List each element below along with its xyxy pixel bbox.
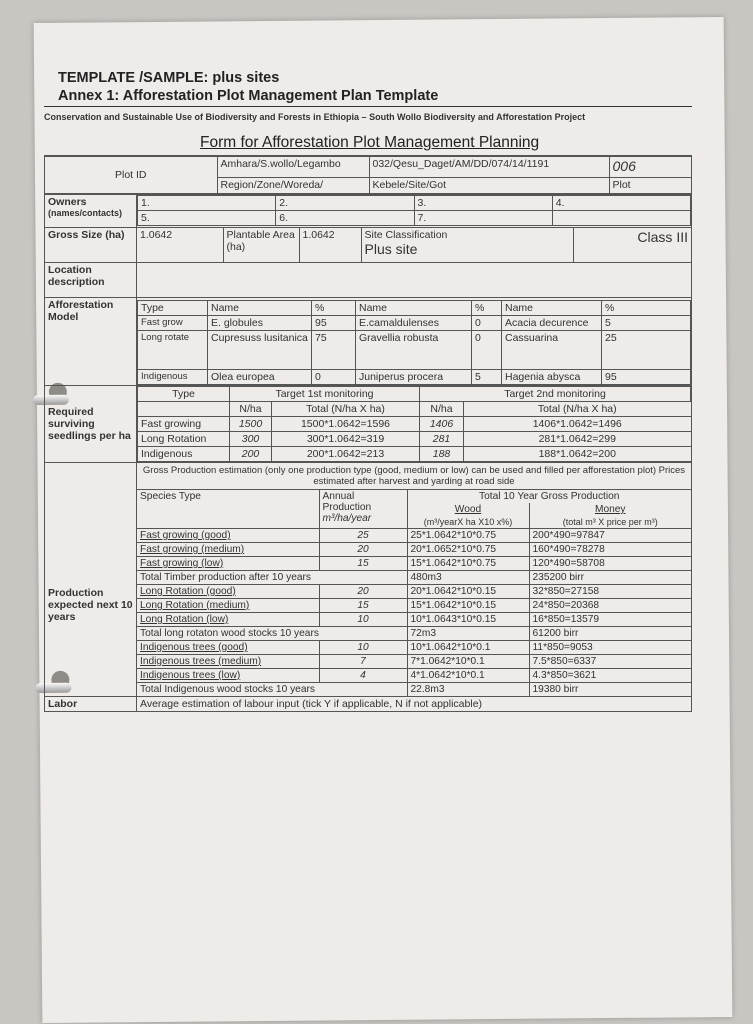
template-title: TEMPLATE /SAMPLE: plus sites xyxy=(58,70,280,86)
model-header-pct: % xyxy=(472,301,502,316)
model-type: Long rotate xyxy=(138,331,208,370)
labor-text: Average estimation of labour input (tick Y if applicable, N if not applicable) xyxy=(137,697,692,712)
production-total xyxy=(137,683,691,697)
model-header-pct: % xyxy=(312,301,356,316)
species-pct: 0 xyxy=(472,331,502,370)
wood: 20*1.0652*10*0.75 xyxy=(407,543,529,557)
project-title: Conservation and Sustainable Use of Biodiversity and Forests in Ethiopia – South Wollo Biodiversity and Afforestation Project xyxy=(44,112,586,122)
total-label: Total Indigenous wood stocks 10 years xyxy=(137,683,407,697)
wood: 25*1.0642*10*0.75 xyxy=(407,529,529,543)
species-name: Cassuarina xyxy=(502,331,602,370)
money: 32*850=27158 xyxy=(529,585,691,599)
owner-4: 4. xyxy=(552,196,690,211)
wood: 20*1.0642*10*0.15 xyxy=(407,585,529,599)
gross-size-value: 1.0642 xyxy=(137,228,223,262)
production-item xyxy=(137,543,691,557)
annual: 15 xyxy=(319,557,407,571)
annual: 4 xyxy=(319,669,407,683)
model-header-type: Type xyxy=(138,301,208,316)
species-pct: 75 xyxy=(312,331,356,370)
target-1-header: Target 1st monitoring xyxy=(230,387,420,402)
total-money: 61200 birr xyxy=(529,627,691,641)
money: 24*850=20368 xyxy=(529,599,691,613)
species-name: Hagenia abysca xyxy=(502,370,602,385)
production-note: Gross Production estimation (only one production type (good, medium or low) can be used and filled per afforestation plot) Prices estimated after harvest and yarding at road side xyxy=(142,465,686,487)
model-indigenous-row xyxy=(138,370,691,385)
species-type-header: Species Type xyxy=(137,490,319,504)
site-class-value: Plus site xyxy=(364,241,418,257)
region-value: Amhara/S.wollo/Legambo xyxy=(217,157,369,178)
seedling-type: Indigenous xyxy=(138,447,230,462)
species: Indigenous trees (low) xyxy=(137,669,319,683)
total-wood: 480m3 xyxy=(407,571,529,585)
model-row xyxy=(45,298,692,386)
owner-7: 7. xyxy=(414,211,552,226)
annual: 10 xyxy=(319,613,407,627)
species-pct: 95 xyxy=(312,316,356,331)
species: Long Rotation (medium) xyxy=(137,599,319,613)
money-header: Money xyxy=(529,503,691,516)
species: Long Rotation (good) xyxy=(137,585,319,599)
owner-5: 5. xyxy=(138,211,276,226)
plot-id-row xyxy=(45,156,692,195)
wood-header: Wood xyxy=(407,503,529,516)
money: 11*850=9053 xyxy=(529,641,691,655)
total-label: Total long rotaton wood stocks 10 years xyxy=(137,627,407,641)
annual: 25 xyxy=(319,529,407,543)
production-total xyxy=(137,627,691,641)
region-label: Region/Zone/Woreda/ xyxy=(217,177,369,193)
species-name: Olea europea xyxy=(208,370,312,385)
species-name: E.camaldulenses xyxy=(356,316,472,331)
model-long-row xyxy=(138,331,691,370)
plan-form xyxy=(44,155,692,712)
divider xyxy=(44,106,692,107)
annual-unit: m³/ha/year xyxy=(322,513,372,524)
model-type: Indigenous xyxy=(138,370,208,385)
species-name: Gravellia robusta xyxy=(356,331,472,370)
species-name: Acacia decurence xyxy=(502,316,602,331)
seedling-total: 281*1.0642=299 xyxy=(464,432,691,447)
production-item xyxy=(137,669,691,683)
annex-title: Annex 1: Afforestation Plot Management Plan Template xyxy=(58,88,439,104)
species: Long Rotation (low) xyxy=(137,613,319,627)
seedlings-label: Required surviving seedlings per ha xyxy=(45,386,137,463)
production-row xyxy=(45,463,692,697)
species-pct: 95 xyxy=(602,370,691,385)
production-item xyxy=(137,529,691,543)
form-title: Form for Afforestation Plot Management Planning xyxy=(200,134,540,151)
total-10yr-header: Total 10 Year Gross Production xyxy=(407,490,691,504)
total-money: 235200 birr xyxy=(529,571,691,585)
species-pct: 5 xyxy=(602,316,691,331)
model-header-name: Name xyxy=(208,301,312,316)
plot-id-label: Plot ID xyxy=(45,157,217,194)
seedling-nha: 281 xyxy=(420,432,464,447)
wood: 4*1.0642*10*0.1 xyxy=(407,669,529,683)
species: Fast growing (low) xyxy=(137,557,319,571)
site-class-label: Site Classification xyxy=(364,229,448,241)
model-label: Afforestation Model xyxy=(45,298,137,386)
annual-header: Annual Production xyxy=(322,491,372,513)
seedlings-fast-row xyxy=(138,417,691,432)
seedling-total: 300*1.0642=319 xyxy=(272,432,420,447)
seedling-type: Fast growing xyxy=(138,417,230,432)
species: Fast growing (good) xyxy=(137,529,319,543)
owners-row xyxy=(45,195,692,228)
species-pct: 5 xyxy=(472,370,502,385)
wood: 15*1.0642*10*0.75 xyxy=(407,557,529,571)
production-item xyxy=(137,557,691,571)
class-value: Class III xyxy=(637,229,688,245)
money: 160*490=78278 xyxy=(529,543,691,557)
plot-label: Plot xyxy=(609,177,691,193)
money: 7.5*850=6337 xyxy=(529,655,691,669)
seedling-total: 1406*1.0642=1496 xyxy=(464,417,691,432)
money-unit: (total m³ X price per m³) xyxy=(529,516,691,529)
annual: 20 xyxy=(319,543,407,557)
model-fast-row xyxy=(138,316,691,331)
seedling-nha: 1500 xyxy=(230,417,272,432)
wood: 10*1.0643*10*0.15 xyxy=(407,613,529,627)
seedlings-row xyxy=(45,386,692,463)
money: 16*850=13579 xyxy=(529,613,691,627)
seedling-nha: 300 xyxy=(230,432,272,447)
production-item xyxy=(137,599,691,613)
plantable-area-value: 1.0642 xyxy=(299,228,361,262)
seedling-nha: 200 xyxy=(230,447,272,462)
owner-1: 1. xyxy=(138,196,276,211)
kebele-value: 032/Qesu_Daget/AM/DD/074/14/1191 xyxy=(369,157,609,178)
wood: 10*1.0642*10*0.1 xyxy=(407,641,529,655)
owner-2: 2. xyxy=(276,196,414,211)
gross-size-row xyxy=(45,228,692,263)
owner-3: 3. xyxy=(414,196,552,211)
production-item xyxy=(137,655,691,669)
owners-sublabel: (names/contacts) xyxy=(48,208,123,218)
production-item xyxy=(137,585,691,599)
annual: 15 xyxy=(319,599,407,613)
species-name: E. globules xyxy=(208,316,312,331)
plantable-area-label: Plantable Area (ha) xyxy=(223,228,299,262)
species-pct: 0 xyxy=(472,316,502,331)
location-label: Location description xyxy=(45,263,137,298)
total-label: Total Timber production after 10 years xyxy=(137,571,407,585)
seedling-total: 188*1.0642=200 xyxy=(464,447,691,462)
target-2-header: Target 2nd monitoring xyxy=(420,387,691,402)
nha-header: N/ha xyxy=(230,402,272,417)
money: 120*490=58708 xyxy=(529,557,691,571)
seedlings-indigenous-row xyxy=(138,447,691,462)
wood: 7*1.0642*10*0.1 xyxy=(407,655,529,669)
production-item xyxy=(137,641,691,655)
location-row xyxy=(45,263,692,298)
model-header-name: Name xyxy=(502,301,602,316)
species-pct: 25 xyxy=(602,331,691,370)
nha-header: N/ha xyxy=(420,402,464,417)
species-pct: 0 xyxy=(312,370,356,385)
species: Indigenous trees (medium) xyxy=(137,655,319,669)
total-wood: 22.8m3 xyxy=(407,683,529,697)
annual: 7 xyxy=(319,655,407,669)
gross-size-label: Gross Size (ha) xyxy=(45,228,137,263)
money: 200*490=97847 xyxy=(529,529,691,543)
total-header: Total (N/ha X ha) xyxy=(272,402,420,417)
seedling-nha: 188 xyxy=(420,447,464,462)
money: 4.3*850=3621 xyxy=(529,669,691,683)
total-money: 19380 birr xyxy=(529,683,691,697)
species-name: Cupresuss lusitanica xyxy=(208,331,312,370)
owner-6: 6. xyxy=(276,211,414,226)
annual: 20 xyxy=(319,585,407,599)
seedling-nha: 1406 xyxy=(420,417,464,432)
seedlings-long-row xyxy=(138,432,691,447)
kebele-label: Kebele/Site/Got xyxy=(369,177,609,193)
production-item xyxy=(137,613,691,627)
total-wood: 72m3 xyxy=(407,627,529,641)
seedling-total: 1500*1.0642=1596 xyxy=(272,417,420,432)
production-total xyxy=(137,571,691,585)
model-header-pct: % xyxy=(602,301,691,316)
production-label: Production expected next 10 years xyxy=(45,463,137,697)
plot-number: 006 xyxy=(609,157,691,178)
seedlings-type-header: Type xyxy=(138,387,230,402)
owners-label: Owners xyxy=(48,196,87,208)
wood: 15*1.0642*10*0.15 xyxy=(407,599,529,613)
species: Fast growing (medium) xyxy=(137,543,319,557)
species: Indigenous trees (good) xyxy=(137,641,319,655)
total-header: Total (N/ha X ha) xyxy=(464,402,691,417)
species-name: Juniperus procera xyxy=(356,370,472,385)
wood-unit: (m³/yearX ha X10 x%) xyxy=(407,516,529,529)
model-header-name: Name xyxy=(356,301,472,316)
labor-label: Labor xyxy=(45,697,137,712)
seedling-type: Long Rotation xyxy=(138,432,230,447)
model-type: Fast grow xyxy=(138,316,208,331)
labor-row xyxy=(45,697,692,712)
seedling-total: 200*1.0642=213 xyxy=(272,447,420,462)
annual: 10 xyxy=(319,641,407,655)
